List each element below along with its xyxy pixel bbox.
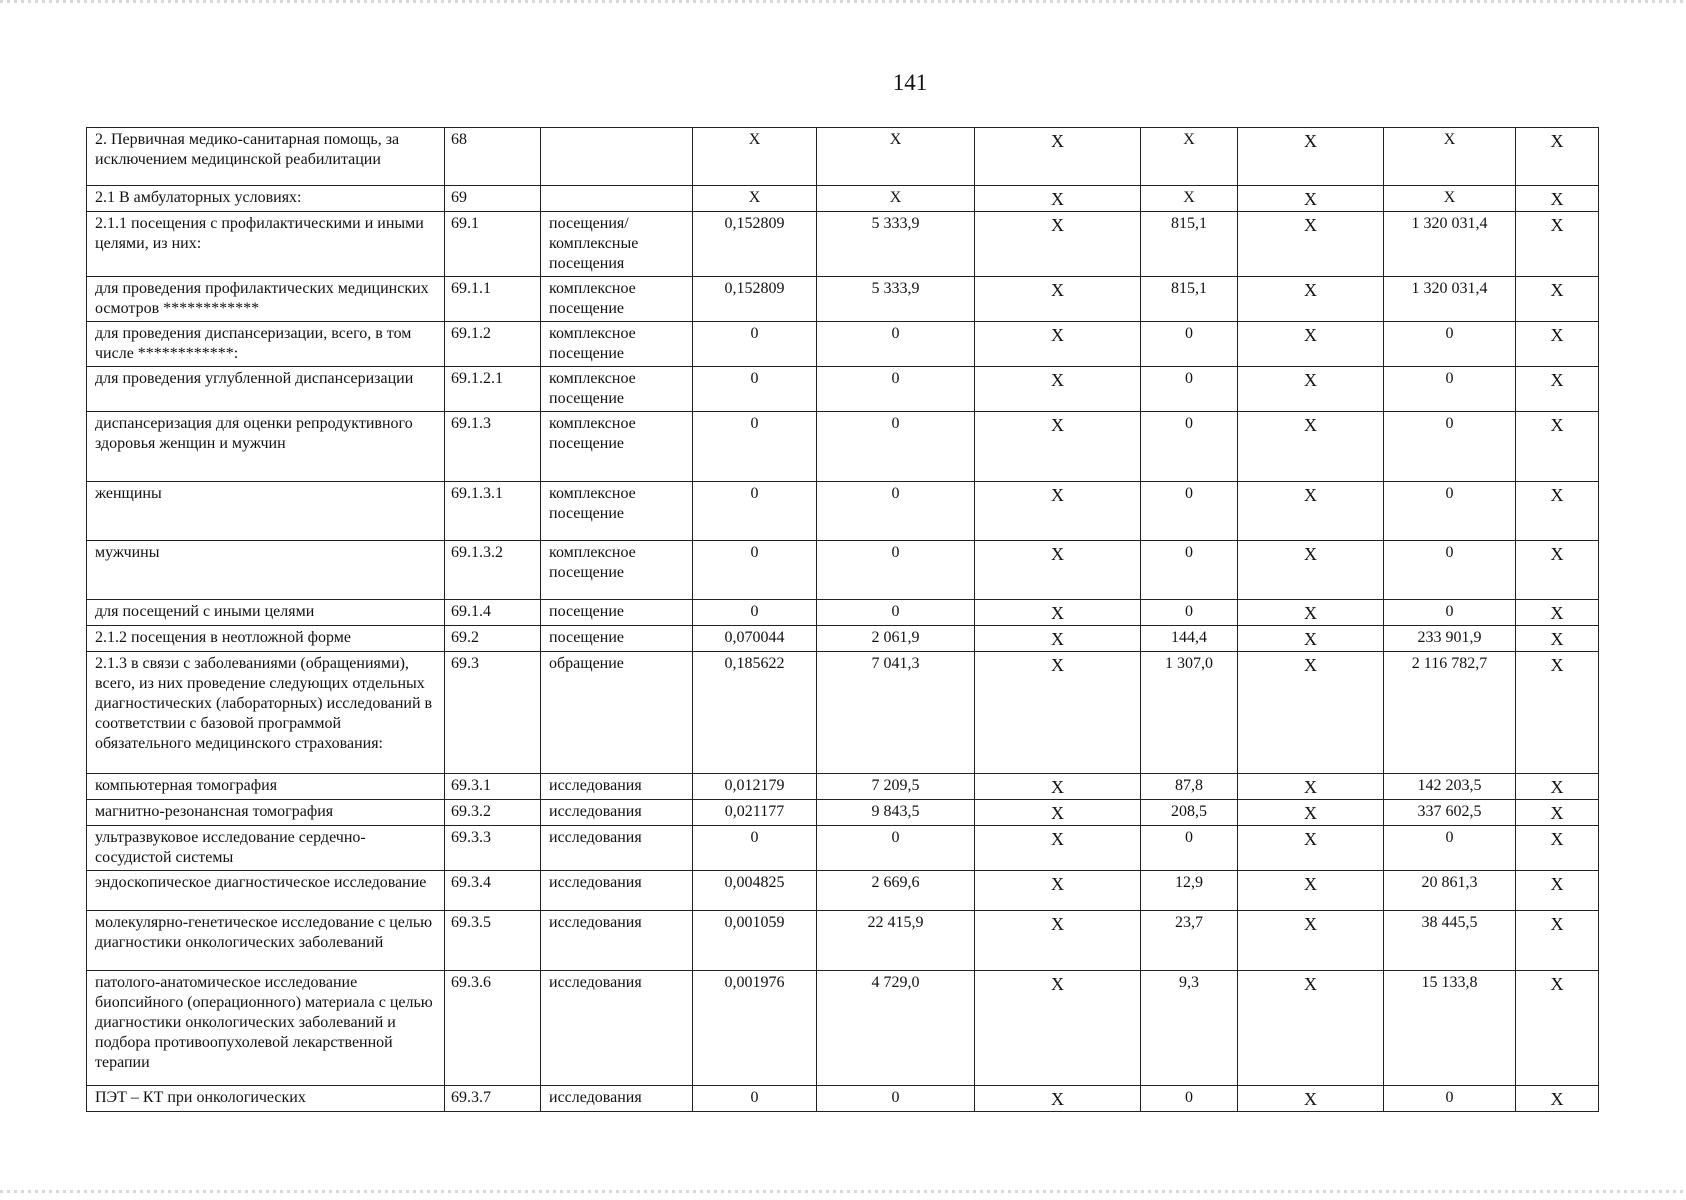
row-name-cell: для проведения углубленной диспансеризации: [87, 367, 445, 412]
row-value-1-cell: 0: [693, 541, 817, 600]
row-value-2-cell: 0: [817, 826, 975, 871]
row-value-6-cell: 0: [1384, 322, 1516, 367]
row-value-4-cell: X: [1141, 186, 1238, 212]
row-value-7-cell: X: [1516, 186, 1599, 212]
table-row: [87, 541, 1599, 600]
table-row: [87, 971, 1599, 1086]
row-value-2-cell: 0: [817, 412, 975, 482]
row-code-cell: 69.1.1: [445, 277, 541, 322]
row-value-6-cell: 20 861,3: [1384, 871, 1516, 911]
row-code-cell: 69.3.1: [445, 774, 541, 800]
row-unit-cell: исследования: [541, 800, 693, 826]
table-row: [87, 322, 1599, 367]
row-unit-cell: [541, 128, 693, 186]
row-value-3-cell: X: [975, 1086, 1141, 1112]
row-value-1-cell: 0,001059: [693, 911, 817, 971]
row-value-1-cell: 0: [693, 367, 817, 412]
table-row: [87, 911, 1599, 971]
table-row: [87, 277, 1599, 322]
row-value-1-cell: 0: [693, 826, 817, 871]
row-value-4-cell: 815,1: [1141, 212, 1238, 277]
row-value-4-cell: 12,9: [1141, 871, 1238, 911]
row-value-3-cell: X: [975, 774, 1141, 800]
row-value-3-cell: X: [975, 128, 1141, 186]
table-row: [87, 626, 1599, 652]
row-unit-cell: исследования: [541, 1086, 693, 1112]
row-value-7-cell: X: [1516, 277, 1599, 322]
row-value-7-cell: X: [1516, 482, 1599, 541]
row-value-7-cell: X: [1516, 367, 1599, 412]
row-value-1-cell: 0: [693, 1086, 817, 1112]
row-unit-cell: обращение: [541, 652, 693, 774]
row-value-6-cell: 0: [1384, 541, 1516, 600]
row-value-7-cell: X: [1516, 1086, 1599, 1112]
row-name-cell: магнитно-резонансная томография: [87, 800, 445, 826]
row-code-cell: 69.3.3: [445, 826, 541, 871]
page-number: 141: [892, 70, 928, 95]
table-row: [87, 367, 1599, 412]
row-name-cell: диспансеризация для оценки репродуктивного здоровья женщин и мужчин: [87, 412, 445, 482]
row-value-6-cell: X: [1384, 186, 1516, 212]
row-unit-cell: комплексное посещение: [541, 322, 693, 367]
row-name-cell: для посещений с иными целями: [87, 600, 445, 626]
row-value-1-cell: 0,152809: [693, 212, 817, 277]
row-value-1-cell: 0: [693, 600, 817, 626]
row-value-3-cell: X: [975, 367, 1141, 412]
row-value-2-cell: 2 669,6: [817, 871, 975, 911]
data-table: [86, 127, 1599, 1112]
row-value-3-cell: X: [975, 826, 1141, 871]
row-code-cell: 69.1.3.2: [445, 541, 541, 600]
row-value-6-cell: X: [1384, 128, 1516, 186]
row-code-cell: 69: [445, 186, 541, 212]
row-value-7-cell: X: [1516, 971, 1599, 1086]
row-value-3-cell: X: [975, 971, 1141, 1086]
table-row: [87, 128, 1599, 186]
row-name-cell: ПЭТ – КТ при онкологических: [87, 1086, 445, 1112]
row-value-5-cell: X: [1238, 541, 1384, 600]
row-value-5-cell: X: [1238, 322, 1384, 367]
row-value-4-cell: 9,3: [1141, 971, 1238, 1086]
row-value-3-cell: X: [975, 541, 1141, 600]
row-code-cell: 69.1.2.1: [445, 367, 541, 412]
row-unit-cell: комплексное посещение: [541, 412, 693, 482]
table-row: [87, 412, 1599, 482]
row-value-5-cell: X: [1238, 186, 1384, 212]
row-value-3-cell: X: [975, 277, 1141, 322]
row-unit-cell: посещение: [541, 626, 693, 652]
row-value-5-cell: X: [1238, 826, 1384, 871]
row-value-6-cell: 0: [1384, 482, 1516, 541]
row-code-cell: 69.1: [445, 212, 541, 277]
row-value-5-cell: X: [1238, 971, 1384, 1086]
row-value-2-cell: 9 843,5: [817, 800, 975, 826]
row-value-2-cell: 0: [817, 541, 975, 600]
row-value-1-cell: X: [693, 128, 817, 186]
row-value-4-cell: 144,4: [1141, 626, 1238, 652]
table-row: [87, 826, 1599, 871]
row-value-3-cell: X: [975, 800, 1141, 826]
row-code-cell: 69.2: [445, 626, 541, 652]
row-value-2-cell: 7 041,3: [817, 652, 975, 774]
row-unit-cell: исследования: [541, 826, 693, 871]
row-value-7-cell: X: [1516, 322, 1599, 367]
row-value-4-cell: 0: [1141, 826, 1238, 871]
row-unit-cell: исследования: [541, 774, 693, 800]
row-value-2-cell: 5 333,9: [817, 277, 975, 322]
row-code-cell: 69.3.6: [445, 971, 541, 1086]
table-body: [87, 128, 1599, 1112]
row-value-5-cell: X: [1238, 600, 1384, 626]
row-value-6-cell: 0: [1384, 1086, 1516, 1112]
row-name-cell: 2.1.1 посещения с профилактическими и иными целями, из них:: [87, 212, 445, 277]
row-code-cell: 69.1.3.1: [445, 482, 541, 541]
row-name-cell: 2.1.2 посещения в неотложной форме: [87, 626, 445, 652]
row-value-3-cell: X: [975, 652, 1141, 774]
row-name-cell: эндоскопическое диагностическое исследование: [87, 871, 445, 911]
row-value-7-cell: X: [1516, 871, 1599, 911]
row-value-5-cell: X: [1238, 482, 1384, 541]
row-value-2-cell: 0: [817, 322, 975, 367]
row-value-4-cell: 0: [1141, 322, 1238, 367]
row-value-6-cell: 1 320 031,4: [1384, 277, 1516, 322]
table-row: [87, 871, 1599, 911]
row-value-2-cell: 2 061,9: [817, 626, 975, 652]
row-value-2-cell: 22 415,9: [817, 911, 975, 971]
table-row: [87, 186, 1599, 212]
row-code-cell: 68: [445, 128, 541, 186]
row-unit-cell: комплексное посещение: [541, 541, 693, 600]
row-code-cell: 69.1.3: [445, 412, 541, 482]
row-name-cell: 2.1 В амбулаторных условиях:: [87, 186, 445, 212]
row-value-4-cell: 0: [1141, 541, 1238, 600]
row-name-cell: 2.1.3 в связи с заболеваниями (обращениями), всего, из них проведение следующих отдельных диагностических (лабораторных) исследований в соответствии с базовой программой обязательного медицинского страхования:: [87, 652, 445, 774]
row-value-2-cell: 0: [817, 600, 975, 626]
row-name-cell: патолого-анатомическое исследование биопсийного (операционного) материала с целью диагностики онкологических заболеваний и подбора противоопухолевой лекарственной терапии: [87, 971, 445, 1086]
row-value-5-cell: X: [1238, 871, 1384, 911]
row-name-cell: 2. Первичная медико-санитарная помощь, за исключением медицинской реабилитации: [87, 128, 445, 186]
row-value-6-cell: 142 203,5: [1384, 774, 1516, 800]
row-code-cell: 69.3.5: [445, 911, 541, 971]
row-value-2-cell: 0: [817, 482, 975, 541]
table-row: [87, 600, 1599, 626]
row-code-cell: 69.3.4: [445, 871, 541, 911]
row-value-3-cell: X: [975, 626, 1141, 652]
row-value-5-cell: X: [1238, 367, 1384, 412]
row-value-6-cell: 38 445,5: [1384, 911, 1516, 971]
row-value-2-cell: X: [817, 186, 975, 212]
row-value-1-cell: 0,021177: [693, 800, 817, 826]
row-value-2-cell: 5 333,9: [817, 212, 975, 277]
row-value-7-cell: X: [1516, 412, 1599, 482]
row-unit-cell: [541, 186, 693, 212]
row-value-7-cell: X: [1516, 652, 1599, 774]
row-value-2-cell: 0: [817, 1086, 975, 1112]
row-code-cell: 69.1.2: [445, 322, 541, 367]
row-value-1-cell: 0,012179: [693, 774, 817, 800]
row-value-5-cell: X: [1238, 412, 1384, 482]
row-value-1-cell: 0: [693, 482, 817, 541]
row-value-4-cell: 0: [1141, 482, 1238, 541]
row-value-6-cell: 15 133,8: [1384, 971, 1516, 1086]
row-name-cell: мужчины: [87, 541, 445, 600]
row-unit-cell: посещения/комплексные посещения: [541, 212, 693, 277]
row-unit-cell: исследования: [541, 871, 693, 911]
row-value-2-cell: 4 729,0: [817, 971, 975, 1086]
row-value-3-cell: X: [975, 871, 1141, 911]
row-name-cell: для проведения диспансеризации, всего, в том числе ************:: [87, 322, 445, 367]
row-unit-cell: комплексное посещение: [541, 367, 693, 412]
row-value-6-cell: 1 320 031,4: [1384, 212, 1516, 277]
scan-top-edge: [0, 0, 1686, 3]
table-row: [87, 774, 1599, 800]
table-row: [87, 800, 1599, 826]
row-value-4-cell: 0: [1141, 367, 1238, 412]
row-value-1-cell: 0: [693, 322, 817, 367]
row-value-4-cell: 815,1: [1141, 277, 1238, 322]
row-value-6-cell: 0: [1384, 600, 1516, 626]
row-value-3-cell: X: [975, 911, 1141, 971]
row-value-4-cell: 87,8: [1141, 774, 1238, 800]
row-value-6-cell: 0: [1384, 826, 1516, 871]
row-unit-cell: комплексное посещение: [541, 482, 693, 541]
row-value-5-cell: X: [1238, 277, 1384, 322]
row-name-cell: молекулярно-генетическое исследование с целью диагностики онкологических заболеваний: [87, 911, 445, 971]
row-name-cell: компьютерная томография: [87, 774, 445, 800]
row-value-5-cell: X: [1238, 212, 1384, 277]
row-value-6-cell: 0: [1384, 412, 1516, 482]
row-name-cell: женщины: [87, 482, 445, 541]
row-value-2-cell: X: [817, 128, 975, 186]
row-code-cell: 69.3.2: [445, 800, 541, 826]
row-value-4-cell: 208,5: [1141, 800, 1238, 826]
row-value-7-cell: X: [1516, 826, 1599, 871]
row-code-cell: 69.1.4: [445, 600, 541, 626]
row-value-7-cell: X: [1516, 212, 1599, 277]
row-unit-cell: посещение: [541, 600, 693, 626]
row-value-3-cell: X: [975, 186, 1141, 212]
row-value-4-cell: 0: [1141, 600, 1238, 626]
row-code-cell: 69.3.7: [445, 1086, 541, 1112]
row-value-4-cell: 0: [1141, 1086, 1238, 1112]
row-value-2-cell: 7 209,5: [817, 774, 975, 800]
row-value-7-cell: X: [1516, 800, 1599, 826]
row-value-3-cell: X: [975, 412, 1141, 482]
row-value-5-cell: X: [1238, 128, 1384, 186]
row-value-4-cell: X: [1141, 128, 1238, 186]
row-unit-cell: комплексное посещение: [541, 277, 693, 322]
scan-bottom-edge: [0, 1190, 1686, 1193]
row-value-1-cell: 0,152809: [693, 277, 817, 322]
row-value-1-cell: 0,004825: [693, 871, 817, 911]
row-value-7-cell: X: [1516, 626, 1599, 652]
row-value-7-cell: X: [1516, 541, 1599, 600]
row-value-5-cell: X: [1238, 774, 1384, 800]
table-row: [87, 652, 1599, 774]
row-value-1-cell: 0,001976: [693, 971, 817, 1086]
row-value-6-cell: 337 602,5: [1384, 800, 1516, 826]
row-value-6-cell: 2 116 782,7: [1384, 652, 1516, 774]
row-value-1-cell: 0: [693, 412, 817, 482]
table-row: [87, 212, 1599, 277]
row-value-3-cell: X: [975, 600, 1141, 626]
row-value-7-cell: X: [1516, 774, 1599, 800]
row-value-3-cell: X: [975, 482, 1141, 541]
row-value-5-cell: X: [1238, 626, 1384, 652]
row-value-3-cell: X: [975, 212, 1141, 277]
row-name-cell: для проведения профилактических медицинских осмотров ************: [87, 277, 445, 322]
row-code-cell: 69.3: [445, 652, 541, 774]
row-value-5-cell: X: [1238, 652, 1384, 774]
row-value-7-cell: X: [1516, 600, 1599, 626]
row-value-1-cell: X: [693, 186, 817, 212]
row-value-5-cell: X: [1238, 1086, 1384, 1112]
row-value-5-cell: X: [1238, 800, 1384, 826]
row-name-cell: ультразвуковое исследование сердечно-сосудистой системы: [87, 826, 445, 871]
row-value-4-cell: 23,7: [1141, 911, 1238, 971]
row-unit-cell: исследования: [541, 911, 693, 971]
row-value-6-cell: 0: [1384, 367, 1516, 412]
table-row: [87, 1086, 1599, 1112]
row-unit-cell: исследования: [541, 971, 693, 1086]
table-row: [87, 482, 1599, 541]
row-value-7-cell: X: [1516, 911, 1599, 971]
row-value-1-cell: 0,185622: [693, 652, 817, 774]
row-value-4-cell: 0: [1141, 412, 1238, 482]
row-value-5-cell: X: [1238, 911, 1384, 971]
row-value-6-cell: 233 901,9: [1384, 626, 1516, 652]
row-value-4-cell: 1 307,0: [1141, 652, 1238, 774]
row-value-2-cell: 0: [817, 367, 975, 412]
row-value-7-cell: X: [1516, 128, 1599, 186]
row-value-1-cell: 0,070044: [693, 626, 817, 652]
row-value-3-cell: X: [975, 322, 1141, 367]
